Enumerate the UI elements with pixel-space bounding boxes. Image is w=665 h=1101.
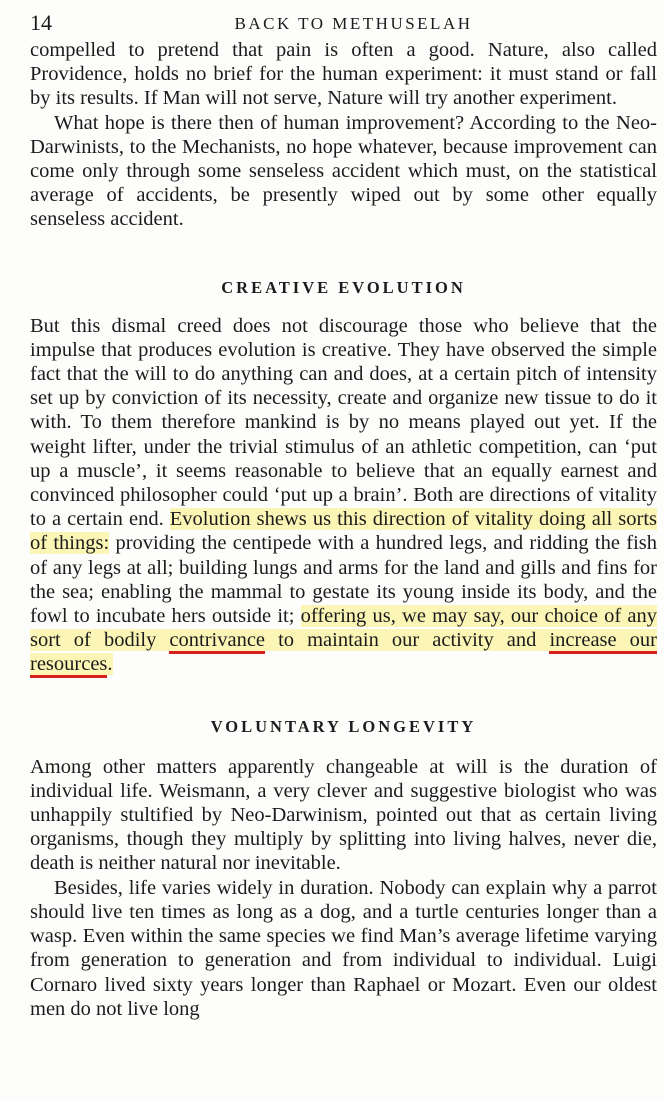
underlined-text: increase our resources bbox=[30, 629, 657, 678]
highlighted-period: . bbox=[107, 653, 113, 676]
underlined-text: contrivance bbox=[169, 629, 265, 654]
text-segment: But this dismal creed does not discourage those who believe that the impulse that produces evolution is creative. They have observed the simple fact that the will to do anything can and does, at a certain pitch of intensity set up by conviction of its necessity, create and organize new tissue to do it with. To them therefore mankind is by no means played out yet. If the weight lifter, under the trivial stimulus of an athletic competition, can ‘put up a muscle’, it seems reasonable to believe that an equally earnest and convinced philosopher could ‘put up a brain’. Both are directions of vitality to a certain end. bbox=[30, 314, 657, 531]
text-segment: providing the centipede with a hundred legs, and ridding the fish of any legs at all; building lungs and arms for the land and gills and fins for the sea; enabling the mammal to gestate its young inside its body, and the fowl to incubate hers outside it; bbox=[30, 532, 657, 628]
paragraph-life-varies: Besides, life varies widely in duration. Nobody can explain why a parrot should live ten times as long as a dog, and a turtle centuries longer than a wasp. Even within the same species we find Man’s average lifetime varying from generation to generation and from individual to individual. Luigi Cornaro lived sixty years longer than Raphael or Mozart. Even our oldest men do not live long bbox=[30, 876, 657, 1020]
paragraph-creative-evolution bbox=[30, 314, 657, 677]
highlighted-text: Evolution shews us this direction of vitality doing all sorts of things: bbox=[30, 508, 657, 555]
section-heading-creative-evolution: CREATIVE EVOLUTION bbox=[221, 277, 466, 297]
paragraph-continuation: compelled to pretend that pain is often a good. Nature, also called Providence, holds no brief for the human experiment: it must stand or fall by its results. If Man will not serve, Nature will try another experiment. bbox=[30, 39, 657, 110]
paragraph-human-improvement: What hope is there then of human improvement? According to the Neo-Darwinists, to the Mechanists, no hope whatever, because improvement can come only through some senseless accident which must, on the statistical average of accidents, be presently wiped out by some other equally senseless accident. bbox=[30, 111, 657, 231]
highlighted-text: offering us, we may say, our choice of any sort of bodily bbox=[30, 605, 658, 652]
highlighted-text: to maintain our activity and bbox=[278, 629, 537, 652]
paragraph-duration-of-life: Among other matters apparently changeable at will is the duration of individual life. Weismann, a very clever and suggestive biologist who was unhappily stultified by Neo-Darwinism, pointed out that as certain living organisms, though they multiply by splitting into living halves, never die, death is neither natural nor inevitable. bbox=[30, 755, 657, 875]
page-number: 14 bbox=[30, 10, 52, 35]
running-head bbox=[30, 8, 657, 36]
section-heading-voluntary-longevity: VOLUNTARY LONGEVITY bbox=[210, 716, 477, 736]
running-title: BACK TO METHUSELAH bbox=[234, 14, 473, 33]
